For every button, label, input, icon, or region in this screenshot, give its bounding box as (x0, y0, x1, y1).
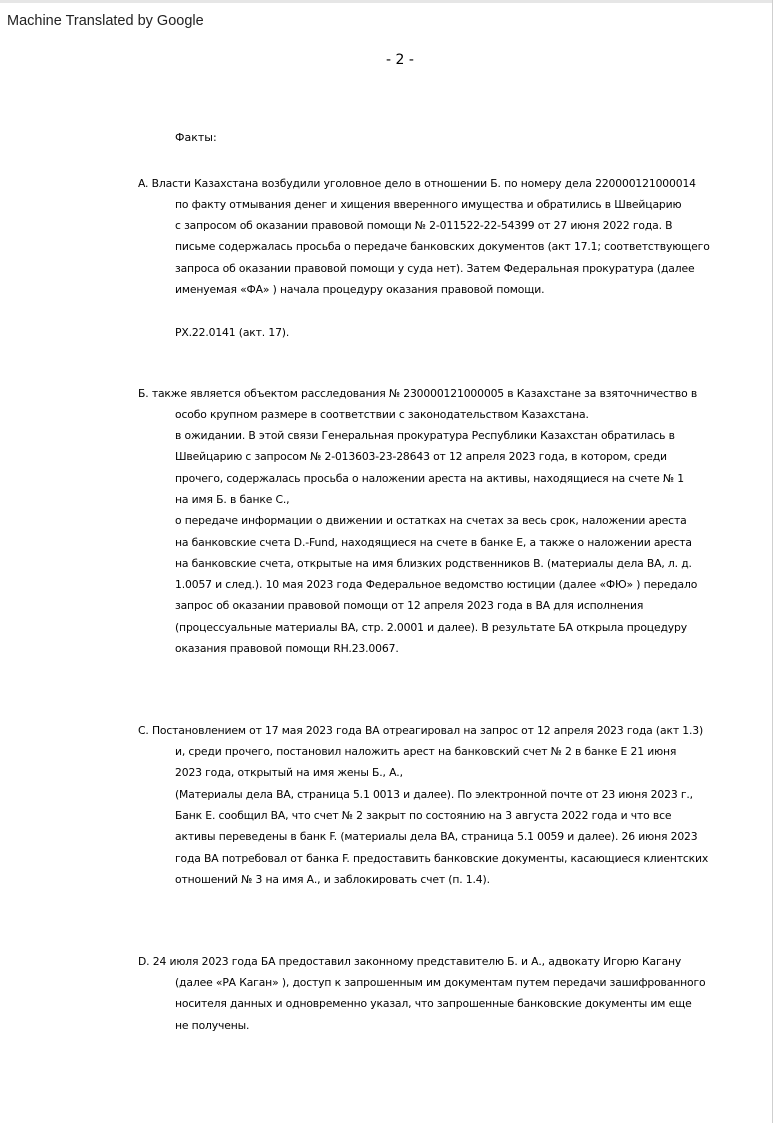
section-b-line: запрос об оказании правовой помощи от 12 апреля 2023 года в ВА для исполнения (175, 599, 644, 612)
section-d-line: D. 24 июля 2023 года БА предоставил законному представителю Б. и А., адвокату Игорю Кагану (138, 955, 682, 968)
section-a-line: письме содержалась просьба о передаче банковских документов (акт 17.1; соответствующего (175, 240, 710, 253)
machine-translation-banner: Machine Translated by Google (7, 13, 204, 29)
section-b-line: 1.0057 и след.). 10 мая 2023 года Федеральное ведомство юстиции (далее «ФЮ» ) передало (175, 578, 698, 591)
page-number: - 2 - (386, 52, 414, 68)
section-a-line: PX.22.0141 (акт. 17). (175, 326, 290, 339)
section-c-line: отношений № 3 на имя А., и заблокировать счет (п. 1.4). (175, 873, 490, 886)
section-a-line: именуемая «ФА» ) начала процедуру оказания правовой помощи. (175, 283, 545, 296)
facts-heading: Факты: (175, 131, 217, 144)
section-c-line: (Материалы дела ВА, страница 5.1 0013 и далее). По электронной почте от 23 июня 2023 г., (175, 788, 693, 801)
section-a-line: A. Власти Казахстана возбудили уголовное дело в отношении Б. по номеру дела 220000121000014 (138, 177, 696, 190)
section-b-line: Б. также является объектом расследования № 230000121000005 в Казахстане за взяточничество в (138, 387, 698, 400)
section-c-line: Банк E. сообщил ВА, что счет № 2 закрыт по состоянию на 3 августа 2022 года и что все (175, 809, 672, 822)
section-b-line: прочего, содержалась просьба о наложении ареста на активы, находящиеся на счете № 1 (175, 472, 684, 485)
section-b-line: особо крупном размере в соответствии с законодательством Казахстана. (175, 408, 589, 421)
section-a-line: с запросом об оказании правовой помощи № 2-011522-22-54399 от 27 июня 2022 года. В (175, 219, 673, 232)
top-border (0, 0, 773, 3)
section-b-line: Швейцарию с запросом № 2-013603-23-28643 от 12 апреля 2023 года, в котором, среди (175, 450, 667, 463)
section-b-line: на имя Б. в банке С., (175, 493, 290, 506)
section-b-line: в ожидании. В этой связи Генеральная прокуратура Республики Казахстан обратилась в (175, 429, 675, 442)
section-a-line: по факту отмывания денег и хищения вверенного имущества и обратились в Швейцарию (175, 198, 682, 211)
section-c-line: C. Постановлением от 17 мая 2023 года ВА отреагировал на запрос от 12 апреля 2023 года (акт 1.3) (138, 724, 704, 737)
section-d-line: не получены. (175, 1019, 250, 1032)
section-b-line: о передаче информации о движении и остатках на счетах за весь срок, наложении ареста (175, 514, 687, 527)
section-b-line: (процессуальные материалы ВА, стр. 2.0001 и далее). В результате БА открыла процедуру (175, 621, 687, 634)
section-c-line: и, среди прочего, постановил наложить арест на банковский счет № 2 в банке E 21 июня (175, 745, 677, 758)
section-c-line: активы переведены в банк F. (материалы дела ВА, страница 5.1 0059 и далее). 26 июня 2023 (175, 830, 698, 843)
section-b-line: оказания правовой помощи RH.23.0067. (175, 642, 399, 655)
section-d-line: носителя данных и одновременно указал, что запрошенные банковские документы им еще (175, 997, 692, 1010)
section-d-line: (далее «РА Каган» ), доступ к запрошенным им документам путем передачи зашифрованного (175, 976, 706, 989)
section-c-line: 2023 года, открытый на имя жены Б., А., (175, 766, 403, 779)
section-a-line: запроса об оказании правовой помощи у суда нет). Затем Федеральная прокуратура (далее (175, 262, 695, 275)
section-b-line: на банковские счета, открытые на имя близких родственников В. (материалы дела ВА, л. д. (175, 557, 692, 570)
section-b-line: на банковские счета D.-Fund, находящиеся на счете в банке E, а также о наложении ареста (175, 536, 692, 549)
section-c-line: года ВА потребовал от банка F. предоставить банковские документы, касающиеся клиентских (175, 852, 709, 865)
